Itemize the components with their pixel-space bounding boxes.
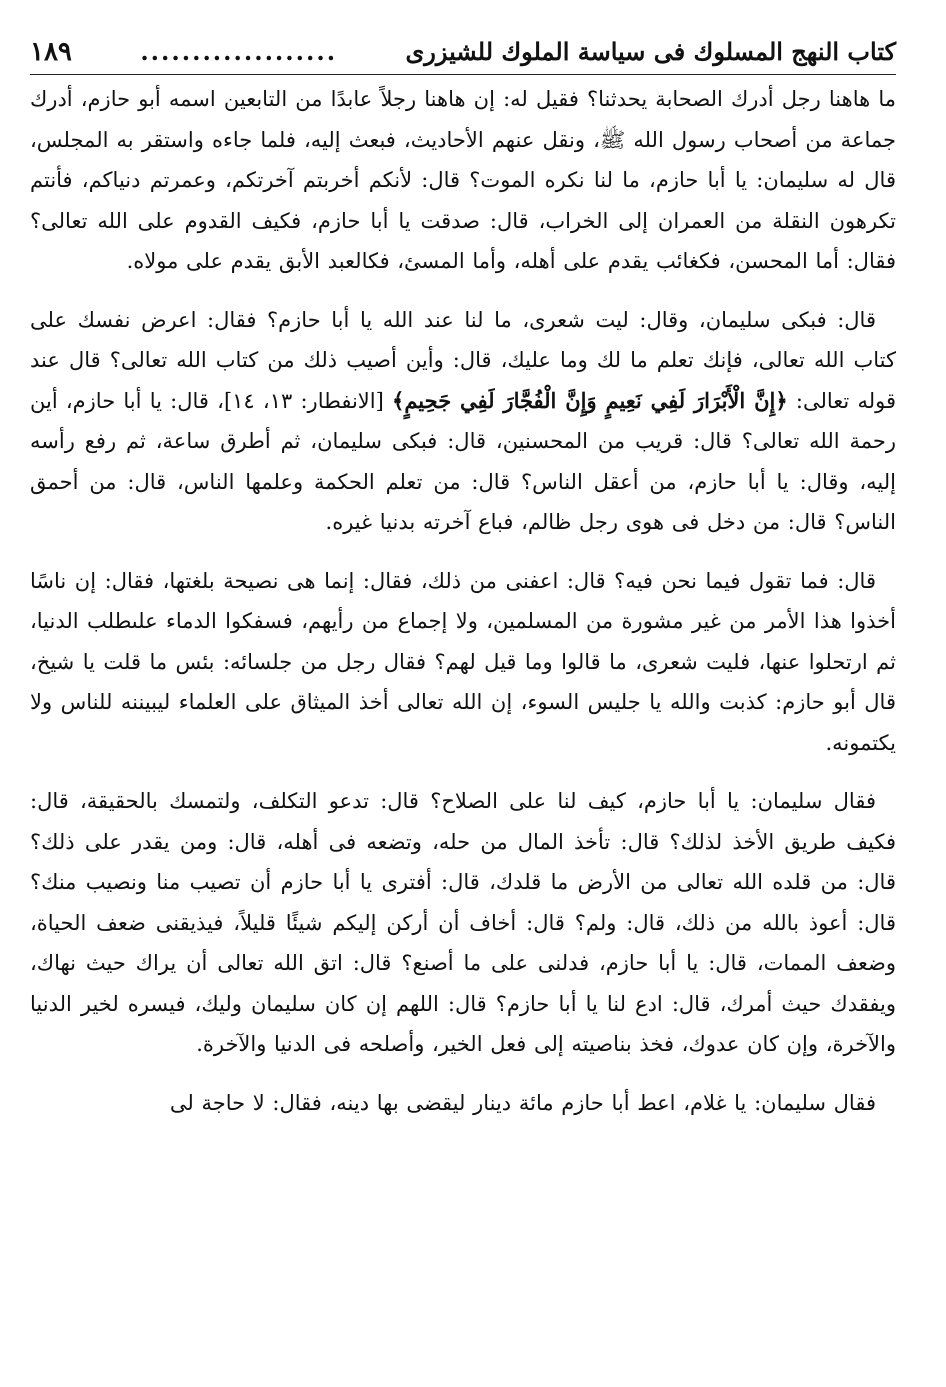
- paragraph-2-text-before-verse: قال: فبكى سليمان، وقال: ليت شعرى، ما لنا عند الله يا أبا حازم؟ فقال: اعرض نفسك على كتاب الله تعالى، فإنك تعلم ما لك وما عليك، قال: وأين أصيب ذلك من كتاب الله تعالى؟ قال عند قوله تعالى:: [30, 307, 896, 413]
- paragraph-2-text-after-verse: [الانفطار: ١٣، ١٤]، قال: يا أبا حازم، أين رحمة الله تعالى؟ قال: قريب من المحسنين، قال: فبكى سليمان، ثم أطرق ساعة، ثم رفع رأسه إليه، وقال: يا أبا حازم، من أعقل الناس؟ قال: من تعلم الحكمة وعلمها الناس، قال: من أحمق الناس؟ قال: من دخل فى هوى رجل ظالم، فباع آخرته بدنيا غيره.: [30, 388, 896, 534]
- paragraph-1: [30, 79, 896, 282]
- paragraph-5-text: فقال سليمان: يا غلام، اعط أبا حازم مائة دينار ليقضى بها دينه، فقال: لا حاجة لى: [169, 1090, 876, 1115]
- paragraph-3: [30, 561, 896, 764]
- paragraph-1-text: ما هاهنا رجل أدرك الصحابة يحدثنا؟ فقيل له: إن هاهنا رجلاً عابدًا من التابعين اسمه أبو حازم، أدرك جماعة من أصحاب رسول الله ﷺ، ونقل عنهم الأحاديث، فبعث إليه، فلما جاءه واستقر به المجلس، قال له سليمان: يا أبا حازم، ما لنا نكره الموت؟ قال: لأنكم أخربتم آخرتكم، وعمرتم دنياكم، فأنتم تكرهون النقلة من العمران إلى الخراب، قال: صدقت يا أبا حازم، فكيف القدوم على الله تعالى؟ فقال: أما المحسن، فكغائب يقدم على أهله، وأما المسئ، فكالعبد الأبق يقدم على مولاه.: [30, 87, 896, 273]
- paragraph-5: [30, 1083, 896, 1124]
- quran-verse: ﴿إِنَّ الْأَبْرَارَ لَفِي نَعِيمٍ وَإِنَّ الْفُجَّارَ لَفِي جَحِيمٍ﴾: [392, 387, 788, 413]
- header-dot-leader: ...................: [140, 37, 338, 66]
- running-header: [30, 32, 896, 75]
- book-title: كتاب النهج المسلوك فى سياسة الملوك للشيزرى: [405, 37, 896, 66]
- paragraph-4: [30, 781, 896, 1065]
- paragraph-2: [30, 300, 896, 543]
- page-number: ١٨٩: [30, 37, 72, 67]
- paragraph-3-text: قال: فما تقول فيما نحن فيه؟ قال: اعفنى من ذلك، فقال: إنما هى نصيحة بلغتها، فقال: إن ناسًا أخذوا هذا الأمر من غير مشورة من المسلمين، ولا إجماع من رأيهم، فسفكوا الدماء علىطلب الدنيا، ثم ارتحلوا عنها، فليت شعرى، ما قالوا وما قيل لهم؟ فقال رجل من جلسائه: بئس ما قلت يا شيخ، قال أبو حازم: كذبت والله يا جليس السوء، إن الله تعالى أخذ الميثاق على العلماء ليبيننه للناس ولا يكتمونه.: [30, 568, 896, 755]
- book-page: [30, 32, 896, 1123]
- paragraph-4-text: فقال سليمان: يا أبا حازم، كيف لنا على الصلاح؟ قال: تدعو التكلف، ولتمسك بالحقيقة، قال: فكيف طريق الأخذ لذلك؟ قال: تأخذ المال من حله، وتضعه فى أهله، قال: ومن يقدر على ذلك؟ قال: من قلده الله تعالى من الأرض ما قلدك، قال: أفترى يا أبا حازم أن تصيب منا ونصيب منك؟ قال: أعوذ بالله من ذلك، قال: ولم؟ قال: أخاف أن أركن إليكم شيئًا قليلاً، فيذيقنى ضعف الحياة، وضعف الممات، قال: يا أبا حازم، فدلنى على ما أصنع؟ قال: اتق الله تعالى أن يراك حيث نهاك، ويفقدك حيث أمرك، قال: ادع لنا يا أبا حازم؟ قال: اللهم إن كان سليمان وليك، فيسره لخير الدنيا والآخرة، وإن كان عدوك، فخذ بناصيته إلى فعل الخير، وأصلحه فى الدنيا والآخرة.: [30, 789, 896, 1056]
